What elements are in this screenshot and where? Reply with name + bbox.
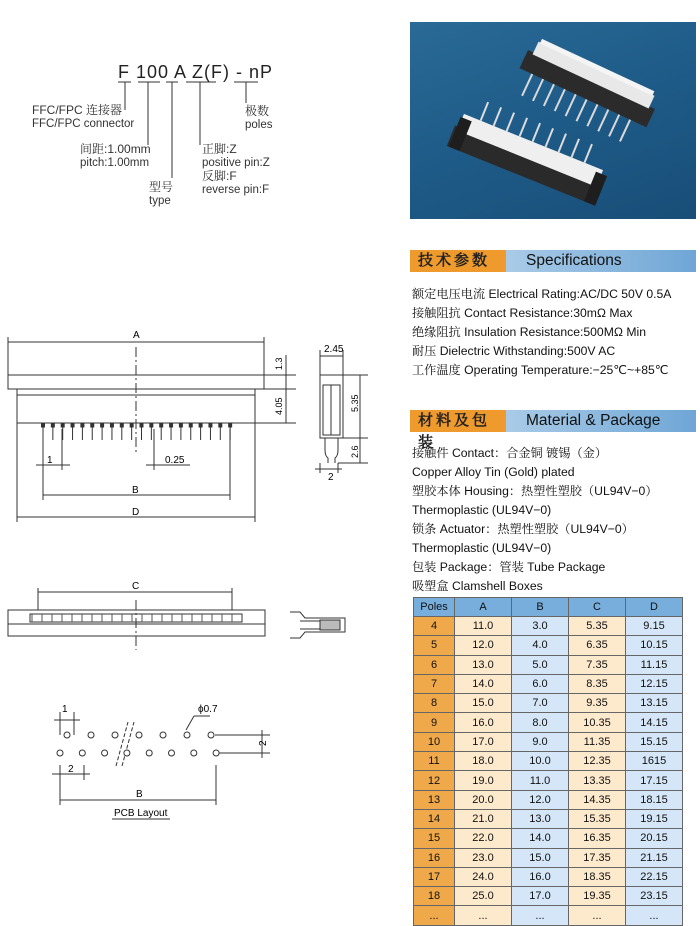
table-cell: 17.0 [455, 732, 512, 751]
pin-mark [71, 423, 74, 427]
table-cell: 22.15 [626, 867, 683, 886]
table-cell: 15.0 [512, 848, 569, 867]
material-line: 塑胶本体 Housing：热塑性塑胶（UL94V−0） [412, 484, 658, 498]
table-cell: 9.35 [569, 694, 626, 713]
pcb-hole [102, 750, 108, 756]
dimension-pin-width-label: 0.25 [165, 455, 185, 466]
table-header-c: C [569, 598, 626, 617]
table-cell: 12.15 [626, 674, 683, 693]
dimension-b-label: B [132, 485, 139, 496]
table-cell: ... [626, 906, 683, 925]
table-cell: 3.0 [512, 617, 569, 636]
connector-label-en: FFC/FPC connector [32, 118, 135, 130]
material-line: Thermoplastic (UL94V−0) [412, 541, 552, 555]
pin-mark [110, 423, 113, 427]
table-cell: 16.0 [455, 713, 512, 732]
pitch-label-cn: 间距:1.00mm [80, 142, 151, 156]
pcb-hole-diameter-label: ϕ0.7 [198, 704, 218, 715]
table-header-row [414, 598, 683, 617]
table-cell: 8.0 [512, 713, 569, 732]
material-line: Copper Alloy Tin (Gold) plated [412, 465, 575, 479]
table-row [414, 887, 683, 906]
table-cell-poles: 6 [414, 655, 455, 674]
table-row [414, 848, 683, 867]
table-cell: 12.0 [512, 790, 569, 809]
table-cell: 20.0 [455, 790, 512, 809]
reverse-pin-label-en: reverse pin:F [202, 184, 270, 196]
specifications-header [410, 250, 696, 272]
table-cell: 9.0 [512, 732, 569, 751]
pcb-row-spacing-label: 2 [258, 740, 269, 746]
table-header-b: B [512, 598, 569, 617]
poles-label-cn: 极数 [245, 104, 270, 118]
table-row [414, 636, 683, 655]
pcb-hole [88, 732, 94, 738]
product-photo [410, 22, 696, 219]
table-header-d: D [626, 598, 683, 617]
pcb-hole [160, 732, 166, 738]
pin-mark [170, 423, 173, 427]
table-cell-poles: 9 [414, 713, 455, 732]
pcb-hole [191, 750, 197, 756]
spec-line-insulation-resistance: 绝缘阻抗 Insulation Resistance:500MΩ Min [412, 325, 646, 339]
pcb-hole [64, 732, 70, 738]
table-cell-poles: 16 [414, 848, 455, 867]
connector-label-cn: FFC/FPC 连接器 [32, 103, 122, 117]
table-header-poles: Poles [414, 598, 455, 617]
pin-mark [81, 423, 84, 427]
pcb-hole [208, 732, 214, 738]
table-cell: 5.0 [512, 655, 569, 674]
table-cell: 10.15 [626, 636, 683, 655]
table-row [414, 674, 683, 693]
spec-line-electrical-rating: 额定电压电流 Electrical Rating:AC/DC 50V 0.5A [412, 287, 672, 301]
table-cell: 13.0 [455, 655, 512, 674]
pin-mark [189, 423, 192, 427]
table-cell-poles: 5 [414, 636, 455, 655]
table-cell: 15.35 [569, 809, 626, 828]
table-row [414, 752, 683, 771]
pcb-layout-drawing [0, 700, 300, 825]
dimension-1-3-label: 1.3 [274, 357, 284, 370]
pin-mark [179, 423, 182, 427]
dimension-pitch-label: 1 [47, 455, 53, 466]
table-cell: 4.0 [512, 636, 569, 655]
table-cell: ... [455, 906, 512, 925]
table-cell-poles: ... [414, 906, 455, 925]
pin-mark [91, 423, 94, 427]
table-cell-poles: 14 [414, 809, 455, 828]
table-row [414, 906, 683, 925]
dimension-2-6-label: 2.6 [350, 445, 360, 458]
table-cell-poles: 8 [414, 694, 455, 713]
material-header [410, 410, 696, 451]
pin-mark [209, 423, 212, 427]
table-cell-poles: 18 [414, 887, 455, 906]
pin-mark [101, 423, 104, 427]
table-cell-poles: 11 [414, 752, 455, 771]
table-cell: 9.15 [626, 617, 683, 636]
table-cell: 22.0 [455, 829, 512, 848]
table-cell: 14.0 [512, 829, 569, 848]
table-row [414, 867, 683, 886]
pcb-hole [112, 732, 118, 738]
table-cell: 14.35 [569, 790, 626, 809]
material-title-en: Material & Package [506, 410, 696, 432]
dimension-a-label: A [133, 330, 140, 341]
type-label-en: type [149, 195, 171, 207]
pcb-b-label: B [136, 789, 143, 800]
pcb-hole [169, 750, 175, 756]
section-detail [290, 612, 345, 638]
positive-pin-label-cn: 正脚:Z [202, 142, 237, 156]
material-line: 锁条 Actuator：热塑性塑胶（UL94V−0） [412, 522, 634, 536]
pin-mark [150, 423, 153, 427]
table-cell: 5.35 [569, 617, 626, 636]
pin-mark [130, 423, 133, 427]
table-cell: 21.15 [626, 848, 683, 867]
material-line: Thermoplastic (UL94V−0) [412, 503, 552, 517]
part-number-code: F 100 A Z(F) - nP [118, 62, 274, 82]
pin-mark [229, 423, 232, 427]
positive-pin-label-en: positive pin:Z [202, 157, 270, 169]
pin-mark [120, 423, 123, 427]
table-cell-poles: 4 [414, 617, 455, 636]
table-cell: 11.0 [512, 771, 569, 790]
table-row [414, 713, 683, 732]
table-cell: 18.35 [569, 867, 626, 886]
table-cell-poles: 10 [414, 732, 455, 751]
spec-line-contact-resistance: 接触阻抗 Contact Resistance:30mΩ Max [412, 306, 633, 320]
poles-dimension-table [413, 597, 683, 926]
dimension-d-label: D [132, 507, 140, 518]
table-cell: 17.15 [626, 771, 683, 790]
table-cell: ... [512, 906, 569, 925]
front-view-pins [42, 423, 232, 440]
table-cell: 21.0 [455, 809, 512, 828]
table-cell: 17.35 [569, 848, 626, 867]
table-header-a: A [455, 598, 512, 617]
table-cell: 16.0 [512, 867, 569, 886]
pin-mark [51, 423, 54, 427]
material-title-cn: 材料及包装 [410, 410, 514, 432]
table-cell: 20.15 [626, 829, 683, 848]
material-line: 包装 Package：管装 Tube Package [412, 560, 606, 574]
type-label-cn: 型号 [149, 180, 174, 194]
table-body [414, 617, 683, 926]
pcb-layout-caption: PCB Layout [114, 808, 168, 819]
side-view-drawing [300, 340, 380, 480]
table-cell-poles: 13 [414, 790, 455, 809]
table-cell: 7.35 [569, 655, 626, 674]
table-row [414, 694, 683, 713]
table-cell-poles: 12 [414, 771, 455, 790]
table-cell-poles: 15 [414, 829, 455, 848]
pitch-label-en: pitch:1.00mm [80, 157, 150, 169]
table-cell: 23.0 [455, 848, 512, 867]
pin-mark [140, 423, 143, 427]
reverse-pin-label-cn: 反脚:F [202, 169, 237, 183]
table-cell: 18.15 [626, 790, 683, 809]
pcb-holes [57, 732, 219, 756]
table-cell: 25.0 [455, 887, 512, 906]
poles-label-en: poles [245, 119, 273, 131]
table-cell: 10.35 [569, 713, 626, 732]
table-row [414, 790, 683, 809]
table-cell: 17.0 [512, 887, 569, 906]
dimension-4-05-label: 4.05 [274, 397, 284, 415]
table-cell: 14.0 [455, 674, 512, 693]
table-cell: ... [569, 906, 626, 925]
material-line: 吸塑盒 Clamshell Boxes [412, 579, 543, 593]
table-row [414, 771, 683, 790]
table-cell: 10.0 [512, 752, 569, 771]
table-cell: 19.15 [626, 809, 683, 828]
table-cell: 18.0 [455, 752, 512, 771]
table-row [414, 732, 683, 751]
pcb-pitch2-label: 2 [68, 764, 74, 775]
pcb-hole [136, 732, 142, 738]
pin-mark [61, 423, 64, 427]
pcb-pitch-label: 1 [62, 704, 68, 715]
table-cell: 11.15 [626, 655, 683, 674]
table-cell: 15.0 [455, 694, 512, 713]
table-row [414, 809, 683, 828]
pcb-hole [124, 750, 130, 756]
table-cell: 7.0 [512, 694, 569, 713]
table-cell: 23.15 [626, 887, 683, 906]
material-line: 接触件 Contact：合金铜 镀锡（金） [412, 446, 608, 460]
pin-mark [42, 423, 45, 427]
table-cell: 6.35 [569, 636, 626, 655]
connector-render-image [410, 22, 696, 219]
table-cell: 11.35 [569, 732, 626, 751]
table-cell: 8.35 [569, 674, 626, 693]
table-row [414, 655, 683, 674]
table-cell: 16.35 [569, 829, 626, 848]
table-cell: 13.15 [626, 694, 683, 713]
pcb-hole [184, 732, 190, 738]
pcb-hole [57, 750, 63, 756]
table-cell: 13.0 [512, 809, 569, 828]
dimension-5-35-label: 5.35 [350, 394, 360, 412]
table-cell: 11.0 [455, 617, 512, 636]
table-row [414, 829, 683, 848]
top-view-contacts [32, 614, 232, 622]
table-cell: 12.0 [455, 636, 512, 655]
pcb-hole [146, 750, 152, 756]
spec-line-temperature: 工作温度 Operating Temperature:−25℃~+85℃ [412, 363, 669, 377]
pin-mark [219, 423, 222, 427]
table-cell: 14.15 [626, 713, 683, 732]
pcb-hole [79, 750, 85, 756]
table-cell: 19.35 [569, 887, 626, 906]
table-cell-poles: 17 [414, 867, 455, 886]
table-cell: 13.35 [569, 771, 626, 790]
dimension-2-45-label: 2.45 [324, 344, 344, 355]
specifications-title-en: Specifications [506, 250, 696, 272]
dimension-2-label: 2 [328, 472, 334, 480]
specifications-title-cn: 技术参数 [410, 250, 514, 272]
spec-line-dielectric: 耐压 Dielectric Withstanding:500V AC [412, 344, 616, 358]
table-cell-poles: 7 [414, 674, 455, 693]
table-cell: 19.0 [455, 771, 512, 790]
pin-mark [160, 423, 163, 427]
table-cell: 6.0 [512, 674, 569, 693]
table-cell: 1615 [626, 752, 683, 771]
pin-mark [199, 423, 202, 427]
dimension-c-label: C [132, 581, 140, 592]
table-cell: 24.0 [455, 867, 512, 886]
table-cell: 12.35 [569, 752, 626, 771]
table-row [414, 617, 683, 636]
table-cell: 15.15 [626, 732, 683, 751]
top-view-drawing [0, 580, 400, 660]
pcb-hole [213, 750, 219, 756]
